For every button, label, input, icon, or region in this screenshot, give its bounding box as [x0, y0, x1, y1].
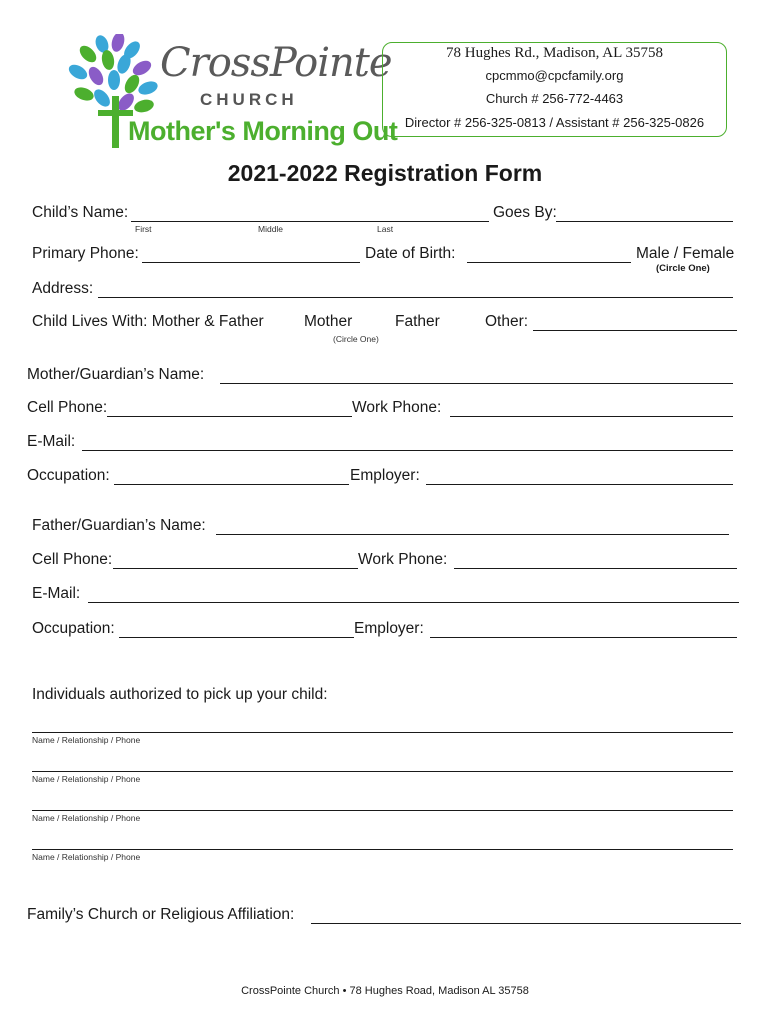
authorized-pickup-field-2[interactable]: [32, 771, 733, 772]
mother-employer-label: Employer:: [350, 467, 420, 484]
director-phone-line: Director # 256-325-0813 / Assistant # 256-325-0826: [404, 115, 705, 130]
father-work-label: Work Phone:: [358, 551, 448, 568]
father-occupation-label: Occupation:: [32, 620, 115, 637]
primary-phone-label: Primary Phone:: [32, 245, 139, 262]
logo-brand-text: CrossPointe: [160, 40, 392, 86]
lives-with-circle-one-hint: (Circle One): [333, 334, 379, 344]
first-name-hint: First: [135, 224, 152, 234]
mother-work-label: Work Phone:: [352, 399, 442, 416]
logo-church-text: CHURCH: [200, 90, 298, 109]
mother-cell-field[interactable]: [107, 416, 352, 417]
mother-name-field[interactable]: [220, 383, 733, 384]
address-field[interactable]: [98, 297, 733, 298]
church-phone: Church # 256-772-4463: [485, 91, 624, 106]
gender-options[interactable]: Male / Female: [636, 245, 735, 262]
authorized-pickup-hint-1: Name / Relationship / Phone: [32, 735, 141, 745]
page-footer: CrossPointe Church • 78 Hughes Road, Madison AL 35758: [241, 985, 529, 997]
gender-circle-one-hint: (Circle One): [656, 263, 710, 274]
goes-by-field[interactable]: [556, 221, 733, 222]
authorized-pickup-field-4[interactable]: [32, 849, 733, 850]
authorized-pickup-hint-2: Name / Relationship / Phone: [32, 774, 141, 784]
authorized-pickup-hint-3: Name / Relationship / Phone: [32, 813, 141, 823]
child-name-label: Child’s Name:: [32, 204, 129, 221]
father-email-label: E-Mail:: [32, 585, 81, 602]
mother-employer-field[interactable]: [426, 484, 733, 485]
father-cell-label: Cell Phone:: [32, 551, 113, 568]
authorized-pickup-field-1[interactable]: [32, 732, 733, 733]
mother-cell-label: Cell Phone:: [27, 399, 108, 416]
dob-field[interactable]: [467, 262, 631, 263]
goes-by-label: Goes By:: [493, 204, 557, 221]
authorized-pickup-heading: Individuals authorized to pick up your child:: [32, 686, 328, 703]
primary-phone-field[interactable]: [142, 262, 360, 263]
father-employer-label: Employer:: [354, 620, 424, 637]
contact-info-box: [382, 42, 727, 137]
affiliation-field[interactable]: [311, 923, 741, 924]
mother-name-label: Mother/Guardian’s Name:: [27, 366, 205, 383]
lives-with-mother-option[interactable]: Mother: [304, 313, 353, 330]
father-email-field[interactable]: [88, 602, 739, 603]
mother-email-field[interactable]: [82, 450, 733, 451]
affiliation-label: Family’s Church or Religious Affiliation:: [27, 906, 295, 923]
mother-occupation-label: Occupation:: [27, 467, 110, 484]
authorized-pickup-hint-4: Name / Relationship / Phone: [32, 852, 141, 862]
father-occupation-field[interactable]: [119, 637, 354, 638]
form-title: 2021-2022 Registration Form: [227, 160, 543, 186]
last-name-hint: Last: [377, 224, 394, 234]
lives-with-other-label: Other:: [485, 313, 529, 330]
mother-work-field[interactable]: [450, 416, 733, 417]
lives-with-father-option[interactable]: Father: [395, 313, 440, 330]
address-label: Address:: [32, 280, 94, 297]
father-employer-field[interactable]: [430, 637, 737, 638]
lives-with-other-field[interactable]: [533, 330, 737, 331]
mother-email-label: E-Mail:: [27, 433, 76, 450]
church-email: cpcmmo@cpcfamily.org: [485, 68, 624, 83]
authorized-pickup-field-3[interactable]: [32, 810, 733, 811]
lives-with-label[interactable]: Child Lives With: Mother & Father: [32, 313, 264, 330]
logo-program-text: Mother's Morning Out: [128, 116, 398, 146]
father-name-field[interactable]: [216, 534, 729, 535]
father-cell-field[interactable]: [113, 568, 358, 569]
middle-name-hint: Middle: [258, 224, 284, 234]
mother-occupation-field[interactable]: [114, 484, 349, 485]
child-name-field[interactable]: [131, 221, 489, 222]
church-address: 78 Hughes Rd., Madison, AL 35758: [446, 45, 663, 61]
father-work-field[interactable]: [454, 568, 737, 569]
father-name-label: Father/Guardian’s Name:: [32, 517, 206, 534]
dob-label: Date of Birth:: [365, 245, 456, 262]
